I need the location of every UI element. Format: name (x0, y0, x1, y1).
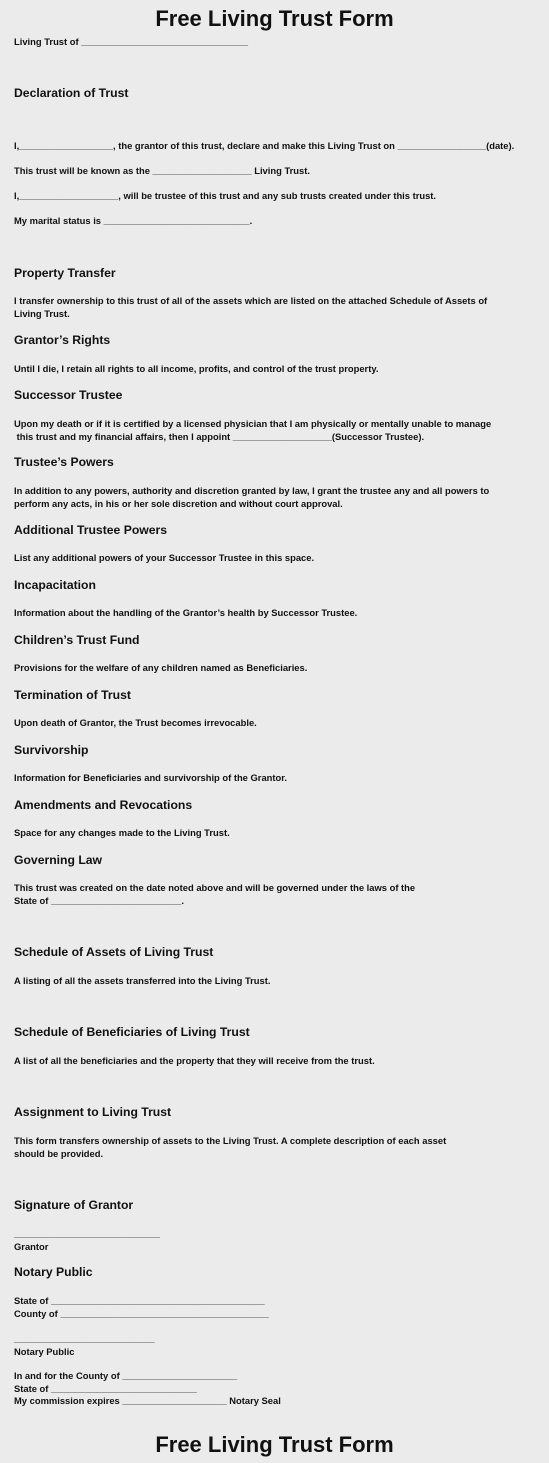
incapacitation-heading: Incapacitation (14, 578, 96, 592)
declaration-heading: Declaration of Trust (14, 86, 129, 100)
trustees-powers-text (14, 485, 535, 510)
notary-signature-label: Notary Public (14, 1345, 75, 1357)
notary-county-line: County of ________________________________________ (14, 1307, 269, 1319)
declaration-line-1: I,__________________, the grantor of this trust, declare and make this Living Trust on _________________(date). (14, 140, 515, 151)
notary-heading: Notary Public (14, 1265, 93, 1279)
property-transfer-heading: Property Transfer (14, 266, 116, 280)
page-footer-title: Free Living Trust Form (155, 1432, 394, 1457)
notary-state-line-2: State of ____________________________ (14, 1382, 197, 1394)
termination-heading: Termination of Trust (14, 688, 131, 702)
governing-law-text (14, 882, 535, 907)
successor-trustee-line-1: Upon my death or if it is certified by a licensed physician that I am physically or mentally unable to manage (14, 418, 492, 429)
notary-location-block (14, 1295, 535, 1320)
grantor-label: Grantor (14, 1240, 49, 1252)
property-transfer-line-2: Living Trust. (14, 307, 70, 319)
grantor-signature-line: ____________________________ (14, 1228, 160, 1239)
living-trust-of-line: Living Trust of ________________________________ (14, 36, 249, 47)
amendments-text: Space for any changes made to the Living Trust. (14, 827, 230, 838)
notary-state-line: State of _________________________________________ (14, 1295, 265, 1306)
governing-law-line-2: State of _________________________. (14, 894, 184, 906)
schedule-beneficiaries-text: A list of all the beneficiaries and the property that they will receive from the trust. (14, 1055, 375, 1066)
assignment-line-1: This form transfers ownership of assets to the Living Trust. A complete description of each asset (14, 1135, 447, 1146)
termination-text: Upon death of Grantor, the Trust becomes irrevocable. (14, 717, 257, 728)
trustees-powers-line-1: In addition to any powers, authority and discretion granted by law, I grant the trustee any and all powers to (14, 485, 490, 496)
property-transfer-text (14, 295, 535, 320)
additional-powers-heading: Additional Trustee Powers (14, 523, 168, 537)
declaration-line-4: My marital status is ____________________________. (14, 215, 253, 226)
grantors-rights-text: Until I die, I retain all rights to all income, profits, and control of the trust property. (14, 363, 379, 374)
notary-signature-block (14, 1333, 535, 1358)
notary-commission-line: My commission expires ____________________ Notary Seal (14, 1395, 281, 1406)
schedule-beneficiaries-heading: Schedule of Beneficiaries of Living Trust (14, 1025, 250, 1039)
survivorship-text: Information for Beneficiaries and survivorship of the Grantor. (14, 772, 287, 783)
additional-powers-text: List any additional powers of your Successor Trustee in this space. (14, 552, 315, 563)
property-transfer-line-1: I transfer ownership to this trust of all of the assets which are listed on the attached Schedule of Assets of (14, 295, 488, 306)
childrens-fund-heading: Children’s Trust Fund (14, 633, 140, 647)
grantors-rights-heading: Grantor’s Rights (14, 333, 111, 347)
assignment-line-2: should be provided. (14, 1147, 104, 1159)
notary-county-of-line: In and for the County of ______________________ (14, 1370, 238, 1381)
grantor-signature-block (14, 1228, 535, 1253)
declaration-line-2: This trust will be known as the ___________________ Living Trust. (14, 165, 310, 176)
successor-trustee-line-2: this trust and my financial affairs, then I appoint ___________________(Successor Trustee). (14, 430, 425, 442)
schedule-assets-heading: Schedule of Assets of Living Trust (14, 945, 214, 959)
amendments-heading: Amendments and Revocations (14, 798, 193, 812)
successor-trustee-heading: Successor Trustee (14, 388, 123, 402)
page-title: Free Living Trust Form (155, 6, 394, 31)
declaration-line-3: I,___________________, will be trustee of this trust and any sub trusts created under this trust. (14, 190, 437, 201)
governing-law-line-1: This trust was created on the date noted above and will be governed under the laws of the (14, 882, 416, 893)
trustees-powers-heading: Trustee’s Powers (14, 455, 114, 469)
trustees-powers-line-2: perform any acts, in his or her sole discretion and without court approval. (14, 497, 343, 509)
incapacitation-text: Information about the handling of the Grantor’s health by Successor Trustee. (14, 607, 358, 618)
childrens-fund-text: Provisions for the welfare of any children named as Beneficiaries. (14, 662, 308, 673)
notary-signature-line: ___________________________ (14, 1333, 155, 1344)
successor-trustee-text (14, 418, 535, 443)
survivorship-heading: Survivorship (14, 743, 89, 757)
governing-law-heading: Governing Law (14, 853, 103, 867)
notary-commission-block (14, 1370, 535, 1408)
assignment-heading: Assignment to Living Trust (14, 1105, 172, 1119)
signature-heading: Signature of Grantor (14, 1198, 134, 1212)
schedule-assets-text: A listing of all the assets transferred into the Living Trust. (14, 975, 271, 986)
assignment-text (14, 1135, 535, 1160)
